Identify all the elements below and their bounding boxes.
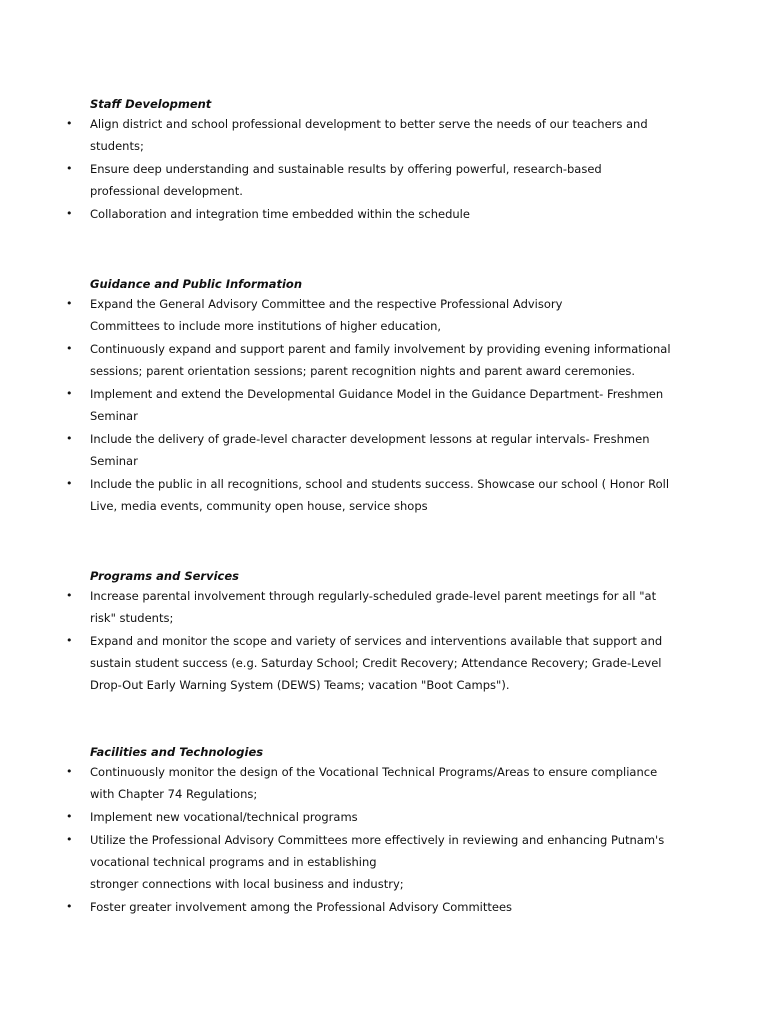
section-facilities-technologies [64,745,684,918]
list-item [64,158,684,202]
list-item [64,428,684,472]
bullet-icon: • [66,387,73,400]
list-item-text: Expand and monitor the scope and variety of services and interventions available that support and [90,634,663,648]
section-guidance-public-information [64,277,684,517]
list-item [64,829,684,895]
list-item-text: Seminar [90,409,138,423]
list-item [64,473,684,517]
list-item [64,806,684,828]
list-item-text: vocational technical programs and in establishing [90,855,377,869]
list-item [64,630,684,696]
bullet-icon: • [66,162,73,175]
bullet-list [64,113,684,225]
list-item-text: Collaboration and integration time embedded within the schedule [90,207,470,221]
list-item [64,383,684,427]
bullet-icon: • [66,342,73,355]
bullet-icon: • [66,634,73,647]
list-item [64,585,684,629]
bullet-list [64,585,684,696]
list-item-text: Drop-Out Early Warning System (DEWS) Teams; vacation "Boot Camps"). [90,678,510,692]
list-item-text: Seminar [90,454,138,468]
list-item-text: risk" students; [90,611,174,625]
bullet-icon: • [66,432,73,445]
list-item-text: Continuously expand and support parent and family involvement by providing evening informational [90,342,671,356]
list-item-text: sustain student success (e.g. Saturday School; Credit Recovery; Attendance Recovery; Grade-Level [90,656,662,670]
bullet-icon: • [66,833,73,846]
list-item-text: Align district and school professional development to better serve the needs of our teachers and [90,117,648,131]
section-heading: Staff Development [90,97,212,111]
list-item [64,896,684,918]
bullet-list [64,293,684,517]
list-item [64,293,684,337]
list-item [64,338,684,382]
section-heading: Facilities and Technologies [90,745,264,759]
bullet-list [64,761,684,918]
list-item-text: Implement new vocational/technical programs [90,810,358,824]
list-item-text: Utilize the Professional Advisory Committees more effectively in reviewing and enhancing Putnam's [90,833,665,847]
list-item-text: Committees to include more institutions of higher education, [90,319,442,333]
section-staff-development [64,97,684,225]
list-item [64,761,684,805]
bullet-icon: • [66,117,73,130]
list-item-text: Include the delivery of grade-level character development lessons at regular intervals- Freshmen [90,432,650,446]
list-item-text: Live, media events, community open house, service shops [90,499,428,513]
bullet-icon: • [66,765,73,778]
list-item-text: Foster greater involvement among the Professional Advisory Committees [90,900,513,914]
bullet-icon: • [66,900,73,913]
section-heading: Guidance and Public Information [90,277,303,291]
bullet-icon: • [66,297,73,310]
list-item [64,203,684,225]
list-item-text: students; [90,139,144,153]
list-item-text: with Chapter 74 Regulations; [90,787,258,801]
list-item-text: Ensure deep understanding and sustainable results by offering powerful, research-based [90,162,602,176]
list-item-text: Continuously monitor the design of the Vocational Technical Programs/Areas to ensure compliance [90,765,658,779]
bullet-icon: • [66,477,73,490]
list-item-text: Include the public in all recognitions, school and students success. Showcase our school ( Honor Roll [90,477,670,491]
list-item-text: Increase parental involvement through regularly-scheduled grade-level parent meetings for all "at [90,589,657,603]
list-item-text: Expand the General Advisory Committee and the respective Professional Advisory [90,297,563,311]
list-item [64,113,684,157]
bullet-icon: • [66,810,73,823]
list-item-text: stronger connections with local business and industry; [90,877,404,891]
bullet-icon: • [66,589,73,602]
bullet-icon: • [66,207,73,220]
list-item-text: Implement and extend the Developmental Guidance Model in the Guidance Department- Freshmen [90,387,664,401]
section-heading: Programs and Services [90,569,239,583]
list-item-text: sessions; parent orientation sessions; parent recognition nights and parent award ceremonies. [90,364,636,378]
list-item-text: professional development. [90,184,243,198]
section-programs-services [64,569,684,696]
